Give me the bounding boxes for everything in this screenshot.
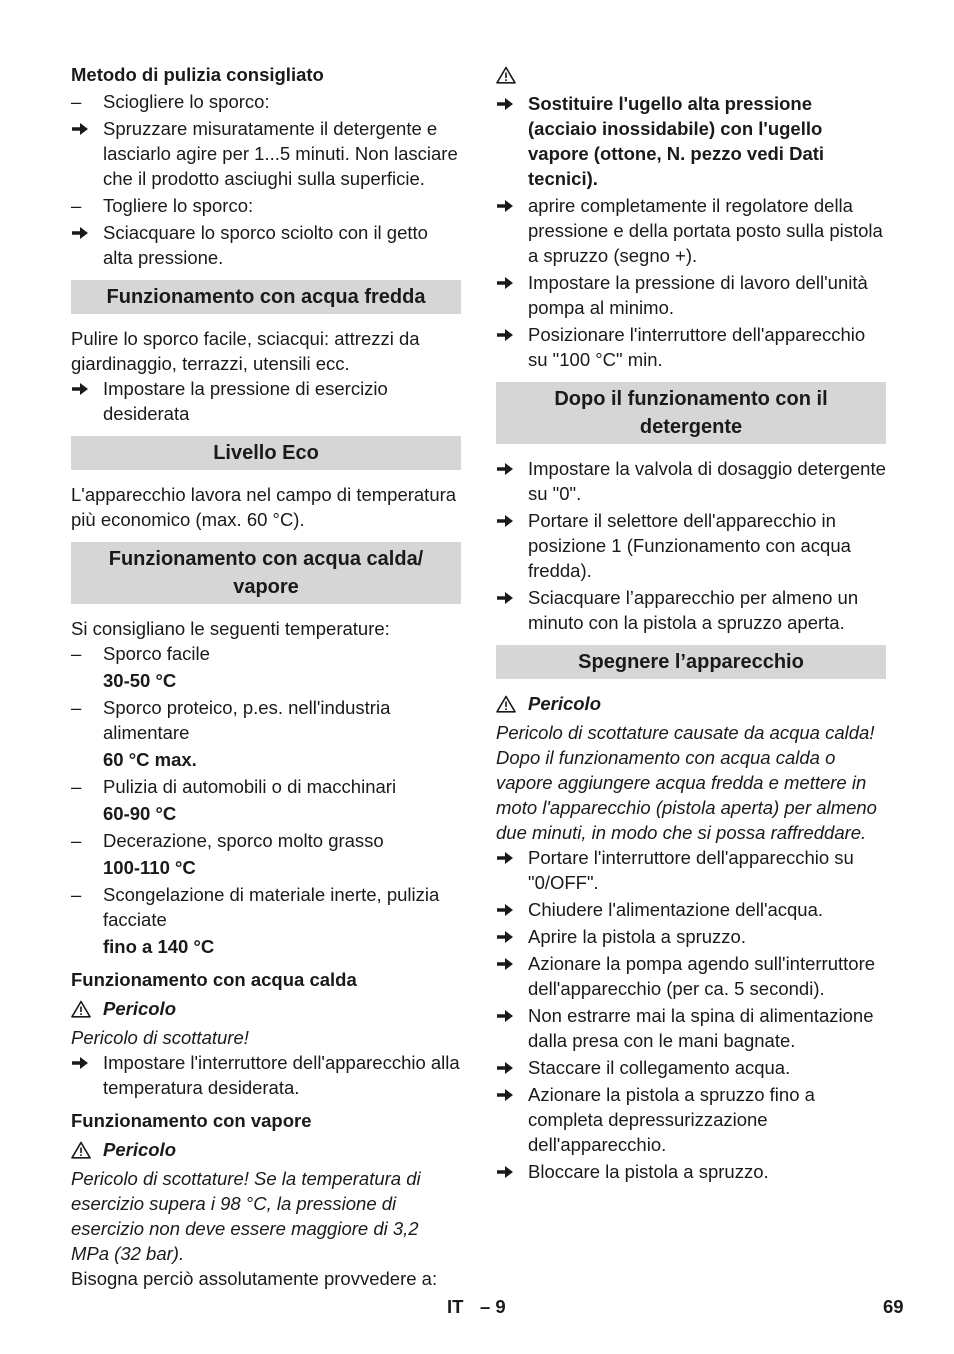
section-heading-eco: Livello Eco [71, 436, 461, 470]
warning-sign [496, 62, 886, 87]
list-item: Staccare il collegamento acqua. [496, 1055, 886, 1080]
arrow-icon [496, 1159, 528, 1184]
list-item: – Sporco facile [71, 643, 210, 664]
arrow-icon [71, 220, 103, 270]
list-item: Portare il selettore dell'apparecchio in posizione 1 (Funzionamento con acqua fredda). [496, 508, 886, 583]
list-item: Impostare la pressione di esercizio desiderata [71, 376, 461, 426]
section-heading-dopo: Dopo il funzionamento con il detergente [496, 382, 886, 444]
page-number: 69 [883, 1296, 904, 1317]
arrow-icon [71, 1050, 103, 1100]
warning-label: Pericolo [71, 996, 461, 1021]
temp-intro: Si consigliano le seguenti temperature: [71, 618, 390, 639]
arrow-icon [71, 376, 103, 426]
dash-marker: – [71, 91, 82, 112]
list-item: Non estrarre mai la spina di alimentazione dalla presa con le mani bagnate. [496, 1003, 886, 1053]
warning-icon [496, 66, 528, 84]
arrow-icon [496, 508, 528, 583]
list-item: – Sporco proteico, p.es. nell'industria alimentare [71, 697, 391, 743]
arrow-icon [496, 456, 528, 506]
warning-icon [71, 1141, 103, 1159]
dash-marker: – [71, 697, 82, 718]
list-item: aprire completamente il regolatore della pressione e della portata posto sulla pistola a spruzzo (segno +). [496, 193, 886, 268]
dash-marker: – [71, 776, 82, 797]
arrow-icon [496, 951, 528, 1001]
list-item: Impostare la valvola di dosaggio detergente su "0". [496, 456, 886, 506]
calda-title: Funzionamento con acqua calda [71, 969, 357, 990]
list-item: Azionare la pistola a spruzzo fino a completa depressurizzazione dell'apparecchio. [496, 1082, 886, 1157]
temp-value: fino a 140 °C [103, 936, 215, 957]
footer-language: IT [447, 1296, 464, 1317]
footer-section-page: – 9 [480, 1296, 506, 1317]
arrow-icon [496, 193, 528, 268]
list-item: Azionare la pompa agendo sull'interruttore dell'apparecchio (per ca. 5 secondi). [496, 951, 886, 1001]
list-item: Bloccare la pistola a spruzzo. [496, 1159, 886, 1184]
metodo-title: Metodo di pulizia consigliato [71, 64, 324, 85]
temp-value: 100-110 °C [103, 857, 196, 878]
list-item: – Scongelazione di materiale inerte, pulizia facciate [71, 884, 440, 930]
vapore-after: Bisogna perciò assolutamente provvedere a: [71, 1268, 438, 1289]
arrow-icon [496, 1055, 528, 1080]
warning-icon [71, 1000, 103, 1018]
dash-marker: – [71, 884, 82, 905]
list-item: Sciacquare l’apparecchio per almeno un minuto con la pistola a spruzzo aperta. [496, 585, 886, 635]
temp-value: 60 °C max. [103, 749, 197, 770]
section-heading-fredda: Funzionamento con acqua fredda [71, 280, 461, 314]
right-column [496, 62, 886, 1184]
arrow-icon [496, 1003, 528, 1053]
list-item: – Togliere lo sporco: [71, 195, 254, 216]
arrow-icon [71, 116, 103, 191]
warning-label: Pericolo [71, 1137, 461, 1162]
list-item: Impostare l'interruttore dell'apparecchio alla temperatura desiderata. [71, 1050, 461, 1100]
arrow-icon [496, 1082, 528, 1157]
dash-marker: – [71, 830, 82, 851]
warning-label: Pericolo [496, 691, 886, 716]
temp-value: 60-90 °C [103, 803, 177, 824]
arrow-icon [496, 924, 528, 949]
warning-icon [496, 695, 528, 713]
arrow-icon [496, 897, 528, 922]
list-item: Spruzzare misuratamente il detergente e lasciarlo agire per 1...5 minuti. Non lasciare che il prodotto asciughi sulla superficie. [71, 116, 461, 191]
list-item: Chiudere l'alimentazione dell'acqua. [496, 897, 886, 922]
section-heading-spegnere: Spegnere l’apparecchio [496, 645, 886, 679]
list-item: – Decerazione, sporco molto grasso [71, 830, 384, 851]
list-item: Aprire la pistola a spruzzo. [496, 924, 886, 949]
arrow-icon [496, 91, 528, 191]
vapore-title: Funzionamento con vapore [71, 1110, 312, 1131]
fredda-text: Pulire lo sporco facile, sciacqui: attrezzi da giardinaggio, terrazzi, utensili ecc. [71, 328, 420, 374]
list-item: Sciacquare lo sporco sciolto con il getto alta pressione. [71, 220, 461, 270]
arrow-icon [496, 585, 528, 635]
list-item: Posizionare l'interruttore dell'apparecchio su "100 °C" min. [496, 322, 886, 372]
warning-text: Pericolo di scottature! Se la temperatura di esercizio supera i 98 °C, la pressione di esercizio non deve essere maggiore di 3,2 MPa (32 bar). [71, 1168, 421, 1264]
dash-marker: – [71, 643, 82, 664]
eco-text: L'apparecchio lavora nel campo di temperatura più economico (max. 60 °C). [71, 484, 457, 530]
list-item: Sostituire l'ugello alta pressione (acciaio inossidabile) con l'ugello vapore (ottone, N. pezzo vedi Dati tecnici). [496, 91, 886, 191]
list-item: – Pulizia di automobili o di macchinari [71, 776, 397, 797]
arrow-icon [496, 270, 528, 320]
temp-value: 30-50 °C [103, 670, 177, 691]
dash-marker: – [71, 195, 82, 216]
left-column [71, 62, 461, 1291]
list-item: Impostare la pressione di lavoro dell'unità pompa al minimo. [496, 270, 886, 320]
list-item: Portare l'interruttore dell'apparecchio su "0/OFF". [496, 845, 886, 895]
arrow-icon [496, 322, 528, 372]
section-heading-calda-vapore: Funzionamento con acqua calda/ vapore [71, 542, 461, 604]
arrow-icon [496, 845, 528, 895]
list-item: – Sciogliere lo sporco: [71, 91, 270, 112]
warning-text: Pericolo di scottature! [71, 1027, 249, 1048]
warning-text: Pericolo di scottature causate da acqua calda! Dopo il funzionamento con acqua calda o vapore aggiungere acqua fredda e mettere in moto l'apparecchio (pistola aperta) per almeno due minuti, in modo che si possa raffreddare. [496, 722, 877, 843]
